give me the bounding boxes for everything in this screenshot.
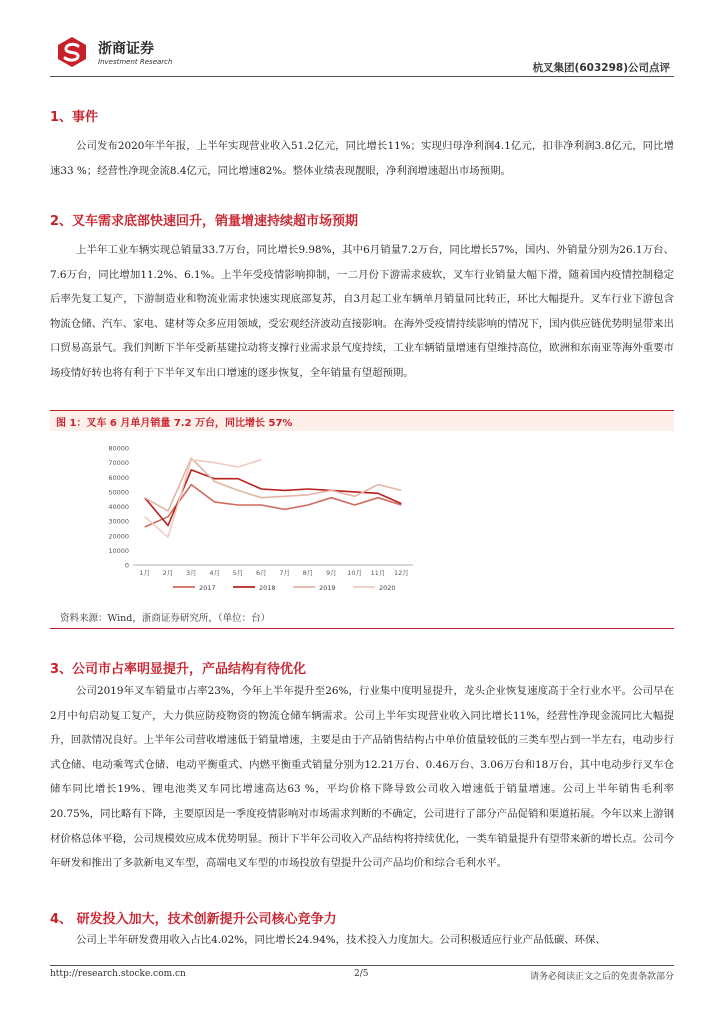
x-tick-label: 6月 xyxy=(256,569,267,577)
x-tick-label: 10月 xyxy=(347,569,363,577)
section-1-paragraph: 公司发布2020年半年报，上半年实现营业收入51.2亿元，同比增长11%；实现归母净利润4.1亿元，扣非净利润3.8亿元，同比增速33 %；经营性净现金流8.4亿元，同比增速82%。整体业绩表现靓眼，净利润增速超出市场预期。 xyxy=(50,140,674,177)
legend-label-2020: 2020 xyxy=(379,584,396,592)
figure-title: 图 1：叉车 6 月单月销量 7.2 万台，同比增长 57% xyxy=(56,418,293,429)
x-tick-label: 12月 xyxy=(393,569,409,577)
brand-tagline: Investment Research xyxy=(98,58,173,66)
section-heading-3: 3、公司市占率明显提升，产品结构有待优化 xyxy=(50,662,307,677)
legend-label-2019: 2019 xyxy=(319,584,336,592)
x-tick-label: 1月 xyxy=(139,569,150,577)
footer-divider xyxy=(50,965,674,966)
x-tick-label: 5月 xyxy=(232,569,244,577)
y-tick-label: 30000 xyxy=(108,517,129,526)
sales-line-chart xyxy=(95,440,435,598)
disclaimer: 请务必阅读正文之后的免责条款部分 xyxy=(529,972,674,982)
y-tick-label: 80000 xyxy=(108,444,129,453)
series-line-2020 xyxy=(145,460,262,538)
x-tick-label: 7月 xyxy=(279,569,290,577)
figure-divider xyxy=(50,628,674,629)
x-tick-label: 8月 xyxy=(302,569,314,577)
y-tick-label: 60000 xyxy=(108,473,129,482)
y-tick-label: 70000 xyxy=(108,459,129,468)
s-logo-icon xyxy=(55,36,89,68)
brand-name: 浙商证券 xyxy=(98,41,154,57)
section-4-paragraph: 公司上半年研发费用收入占比4.02%，同比增长24.94%，技术投入力度加大。公司积极适应行业产品低碳、环保、 xyxy=(76,934,606,946)
section-3-paragraph: 公司2019年叉车销量市占率23%，今年上半年提升至26%，行业集中度明显提升，龙头企业恢复速度高于全行业水平。公司早在2月中旬启动复工复产，大力供应防疫物资的物流仓储车辆需求。公司上半年实现营业收入同比增长11%，经营性净现金流同比大幅提升，回款情况良好。上半年公司营收增速低于销量增速，主要是由于产品销售结构占中单价值量较低的三类车型占到一半左右，电动步行式仓储、电动乘驾式仓储、电动平衡重式、内燃平衡重式销量分别为12.21万台、0.46万台、3.06万台和18万台，其中电动步行叉车仓储车同比增长19%、锂电池类叉车同比增速高达63 %，平均价格下降导致公司收入增速低于销量增速。公司上半年销售毛利率20.75%，同比略有下降，主要原因是一季度疫情影响对市场需求判断的不确定，公司进行了部分产品促销和渠道拓展。今年以来上游钢材价格总体平稳，公司规模效应成本优势明显。预计下半年公司收入产品结构将持续优化，一类车销量提升有望带来新的增长点。公司今年研发和推出了多款新电叉车型，高端电叉车型的市场投放有望提升公司产品均价和综合毛利水平。 xyxy=(50,685,674,870)
x-tick-label: 2月 xyxy=(162,569,174,577)
section-heading-2: 2、叉车需求底部快速回升，销量增速持续超市场预期 xyxy=(50,214,359,229)
y-tick-label: 50000 xyxy=(108,488,129,497)
y-tick-label: 10000 xyxy=(108,546,129,555)
section-2-paragraph: 上半年工业车辆实现总销量33.7万台，同比增长9.98%，其中6月销量7.2万台，同比增长57%，国内、外销量分别为26.1万台、7.6万台，同比增加11.2%、6.1%。上半年受疫情影响抑制，一二月份下游需求疲软，叉车行业销量大幅下滑，随着国内疫情控制稳定后率先复工复产，下游制造业和物流业需求快速实现底部复苏，自3月起工业车辆单月销量同比转正，环比大幅提升。叉车行业下游包含物流仓储、汽车、家电、建材等众多应用领域，受宏观经济波动直接影响。在海外受疫情持续影响的情况下，国内供应链优势明显带来出口贸易高景气。我们判断下半年受新基建拉动将支撑行业需求景气度持续，工业车辆销量增速有望维持高位，欧洲和东南亚等海外重要市场疫情好转也将有利于下半年叉车出口增速的逐步恢复，全年销量有望超预期。 xyxy=(50,244,674,379)
footer-url[interactable]: http://research.stocke.com.cn xyxy=(50,969,186,979)
legend-label-2018: 2018 xyxy=(259,584,276,592)
section-heading-4: 4、 研发投入加大，技术创新提升公司核心竞争力 xyxy=(50,912,337,927)
x-tick-label: 4月 xyxy=(209,569,220,577)
figure-source: 资料来源：Wind，浙商证券研究所，（单位：台） xyxy=(60,613,271,624)
report-tag: 杭叉集团(603298)公司点评 xyxy=(532,62,670,74)
header-divider xyxy=(50,76,674,77)
x-tick-label: 9月 xyxy=(326,569,337,577)
y-tick-label: 20000 xyxy=(108,532,129,541)
x-tick-label: 11月 xyxy=(370,569,386,577)
page-number: 2/5 xyxy=(354,969,369,979)
figure-title-bar xyxy=(50,410,674,431)
x-tick-label: 3月 xyxy=(186,569,197,577)
y-tick-label: 40000 xyxy=(108,503,129,511)
legend-label-2017: 2017 xyxy=(199,584,216,592)
section-heading-1: 1、事件 xyxy=(50,110,99,125)
y-tick-label: 0 xyxy=(124,561,129,570)
